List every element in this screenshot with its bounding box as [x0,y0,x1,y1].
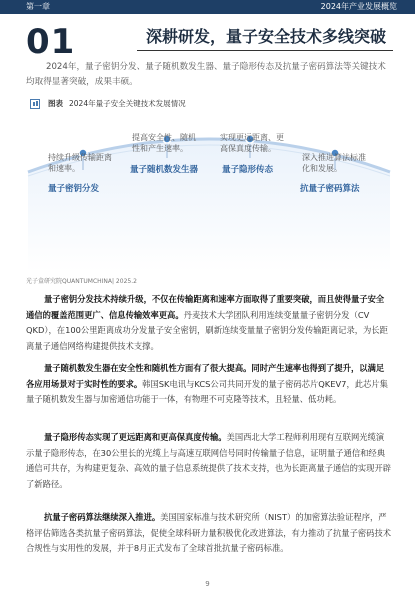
item-3-name: 量子隐形传态 [222,165,274,175]
header-report-title: 2024年产业发展概览 [320,2,397,11]
paragraph-pqc-lead: 抗量子密码算法继续深入推进。 [44,512,161,522]
paragraph-teleportation [26,430,392,492]
item-1-description: 持续升级传输距离和速率。 [48,153,112,173]
chart-icon [30,99,40,109]
paragraph-qrng [26,361,392,408]
figure-caption [30,97,186,111]
chapter-number: 01 [26,22,76,62]
figure-label: 图表 [48,99,63,108]
item-3-description: 实现更远距离、更高保真度传输。 [220,133,284,153]
chapter-title: 深耕研发，量子安全技术多线突破 [146,27,387,46]
paragraph-qkd-lead: 量子密钥分发技术持续升级，不仅在传输距离和速率方面取得了重要突破，而且使得量子安全通信的覆盖范围更广、信息传输效率更高。 [26,294,385,320]
paragraph-qkd [26,292,392,354]
paragraph-qrng-body: 韩国SK电讯与KCS公司共同开发的量子密码芯片QKEV7，此芯片集量子随机数发生器与加密通信功能于一体，有物理不可克隆等技术，且轻量、低功耗。 [26,378,388,404]
header-chapter-label: 第一章 [26,2,50,11]
page-number: 9 [205,580,210,588]
item-2-name: 量子随机数发生器 [130,165,199,175]
item-4-description: 深入推进算法标准化和发展。 [302,153,366,173]
intro-paragraph: 2024年，量子密钥分发、量子随机数发生器、量子隐形传态及抗量子密码算法等关键技术均取得显著突破，成果丰硕。 [26,62,386,87]
paragraph-qrng-lead: 量子随机数发生器在安全性和随机性方面有了很大提高。同时产生速率也得到了提升，以满足各应用场景对于实时性的要求。 [26,363,385,389]
chapter-title-rule [137,50,393,51]
paragraph-teleportation-body: 美国西北大学工程师利用现有互联网光缆演示量子隐形传态，在30公里长的光缆上与高速互联网信号同时传输量子信息，证明量子通信和经典通信可共存，为构建更复杂、高效的量子信息系统提供了技术支持，也为长距离量子通信的实现开辟了新路径。 [26,432,392,489]
figure-diagram [26,112,392,272]
figure-source: 光子盒研究院QUANTUMCHINA| 2025.2 [26,278,137,285]
item-2-description: 提高安全性、随机性和产生速率。 [132,133,196,153]
paragraph-qkd-body: 丹麦技术大学团队利用连续变量量子密钥分发（CV QKD），在100公里距离成功分发量子安全密钥，刷新连续变量量子密钥分发传输距离记录，为长距离量子通信网络构建提供技术支撑。 [26,309,388,351]
figure-title: 2024年量子安全关键技术发展情况 [69,99,186,108]
paragraph-teleportation-lead: 量子隐形传态实现了更远距离和更高保真度传输。 [44,432,227,442]
paragraph-pqc-body: 美国国家标准与技术研究所（NIST）的加密算法验证程序，严格评估筛选各类抗量子密码算法，促使全球科研力量积极优化改进算法，有力推动了抗量子密码技术合规性与实用性的发展，并于8月正式发布了全球首批抗量子密码标准。 [26,512,392,553]
item-4-name: 抗量子密码算法 [300,184,360,194]
item-1-name: 量子密钥分发 [48,184,100,194]
page-header [0,0,415,14]
paragraph-pqc [26,510,392,557]
